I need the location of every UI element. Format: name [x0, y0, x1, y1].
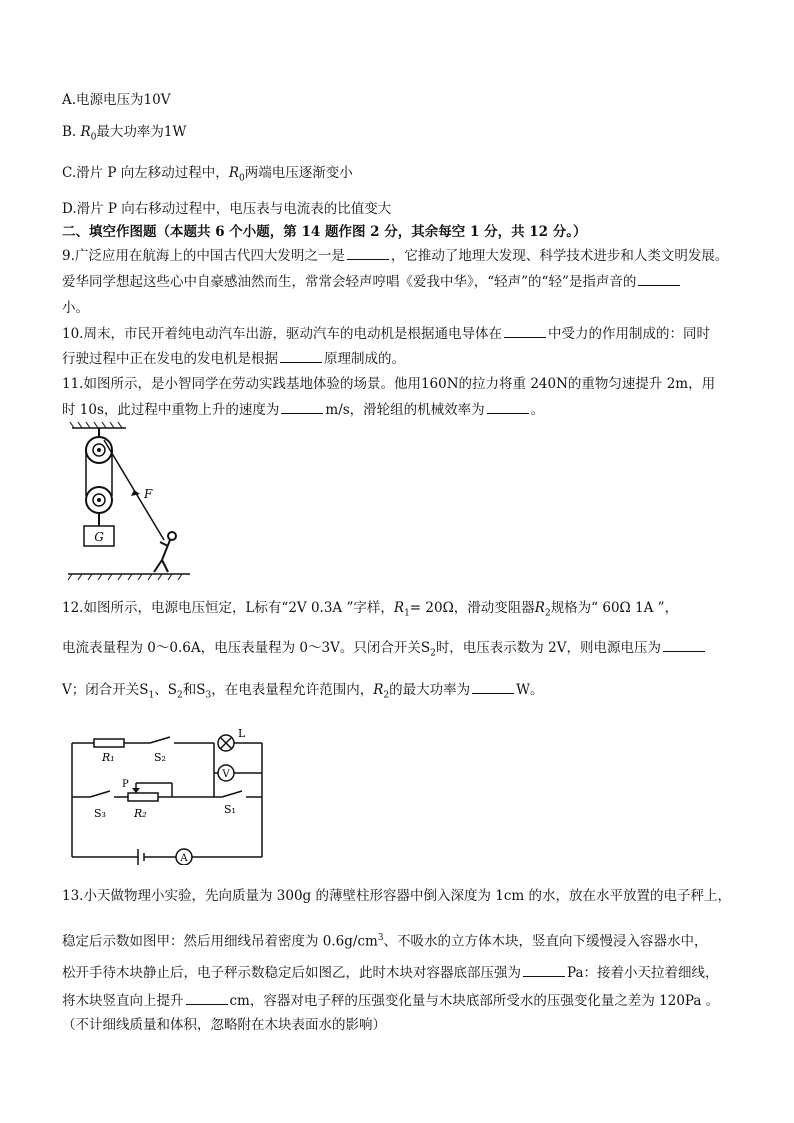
blank[interactable] — [487, 401, 529, 414]
pulley-figure — [64, 422, 194, 582]
blank[interactable] — [504, 325, 546, 338]
q12-line1: 12.如图所示，电源电压恒定，L标有“2V 0.3A ”字样，$R_1= 20\Omega$，滑动变阻器$R_2$规格为“ 60Ω 1A ”， — [62, 600, 679, 619]
fig-r1-label: R₁ — [102, 751, 115, 764]
blank[interactable] — [186, 992, 228, 1005]
q9-line3: 小。 — [62, 300, 89, 316]
fig-a-label: A — [180, 853, 188, 864]
q13-line2: 稳定后示数如图甲：然后用细线吊着密度为 $0.6g/cm^3$、不吸水的立方体木块，竖直向下缓慢浸入容器水中， — [62, 933, 708, 950]
section-title: 二、填空作图题（本题共 6 个小题，第 14 题作图 2 分，其余每空 1 分，共 12 分。） — [62, 224, 587, 240]
fig-v-label: V — [222, 769, 230, 780]
q13-line3: 松开手待木块静止后，电子秤示数稳定后如图乙，此时木块对容器底部压强为 Pa：接着小天拉着细线， — [62, 965, 719, 981]
q10-line1: 10.周末，市民开着纯电动汽车出游，驱动汽车的电动机是根据通电导体在 中受力的作用制成的：同时 — [62, 326, 710, 342]
q11-line2: 时 10s，此过程中重物上升的速度为 m/s，滑轮组的机械效率为 。 — [62, 402, 545, 418]
q12-line3: V；闭合开关$S_1$、$S_2$和$S_3$，在电表量程允许范围内，$R_2$的最大功率为 W。 — [62, 682, 544, 701]
blank[interactable] — [347, 247, 389, 260]
fig-g-label: G — [94, 530, 104, 544]
q13-line5: （不计细线质量和体积，忽略附在木块表面水的影响） — [62, 1017, 386, 1033]
blank[interactable] — [281, 401, 323, 414]
fig-s1-label: S₁ — [224, 803, 236, 816]
blank[interactable] — [663, 639, 705, 652]
fig-p-label: P — [122, 779, 129, 790]
blank[interactable] — [280, 350, 322, 363]
q13-line1: 13.小天做物理小实验，先向质量为 300g 的薄壁柱形容器中倒入深度为 1cm 的水，放在水平放置的电子秤上， — [62, 888, 731, 904]
q10-line2: 行驶过程中正在发电的发电机是根据 原理制成的。 — [62, 351, 405, 367]
blank[interactable] — [472, 681, 514, 694]
circuit-figure — [66, 725, 271, 865]
option-b: B. $R_0$最大功率为1W — [62, 124, 187, 143]
q9-line1: 9.广泛应用在航海上的中国古代四大发明之一是 ，它推动了地理大发现、科学技术进步和人类文明发展。 — [62, 248, 729, 264]
fig-s2-label: S₂ — [154, 751, 166, 764]
blank[interactable] — [638, 273, 680, 286]
fig-f-label: F — [144, 487, 153, 501]
option-a: A.电源电压为10V — [62, 92, 171, 108]
option-c: C.滑片 P 向左移动过程中，$R_0$两端电压逐渐变小 — [62, 165, 353, 184]
fig-s3-label: S₃ — [94, 807, 106, 820]
blank[interactable] — [523, 964, 565, 977]
q12-line2: 电流表量程为 0～0.6A，电压表量程为 0～3V。只闭合开关$S_2$时，电压表示数为 2V，则电源电压为 — [62, 638, 707, 664]
q9-line2: 爱华同学想起这些心中自豪感油然而生，常常会轻声哼唱《爱我中华》，“轻声”的“轻”是指声音的 — [62, 272, 682, 292]
q13-line4: 将木块竖直向上提升 cm，容器对电子秤的压强变化量与木块底部所受水的压强变化量之差为 120Pa 。 — [62, 993, 720, 1009]
fig-l-label: L — [238, 727, 246, 740]
fig-r2-label: R₂ — [134, 807, 147, 820]
q11-line1: 11.如图所示，是小智同学在劳动实践基地体验的场景。他用160N的拉力将重 240N的重物匀速提升 2m，用 — [62, 376, 716, 392]
option-d: D.滑片 P 向右移动过程中，电压表与电流表的比值变大 — [62, 201, 392, 217]
